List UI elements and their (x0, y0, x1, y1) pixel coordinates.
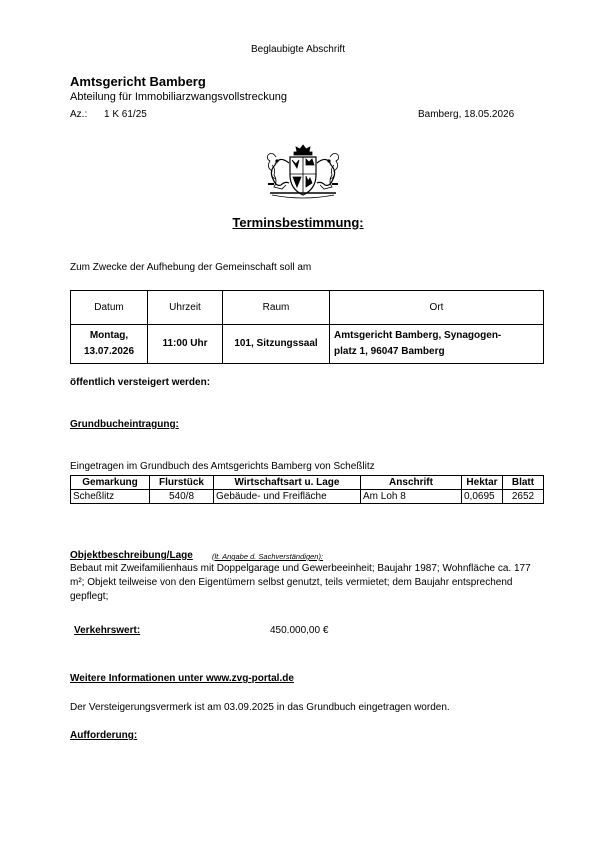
header-flurstueck: Flurstück (150, 476, 214, 490)
header-blatt: Blatt (503, 476, 544, 490)
header-date: Datum (71, 291, 148, 325)
land-register-table (70, 475, 544, 504)
object-description-text: Bebaut mit Zweifamilienhaus mit Doppelgarage und Gewerbeeinheit; Baujahr 1987; Wohnfläche ca. 177 m²; Objekt teilweise von den Eigentümern selbst genutzt, teils vermietet; dem Baujahr entsprechend gepflegt; (70, 563, 531, 602)
header-time: Uhrzeit (148, 291, 223, 325)
appointment-table (70, 290, 544, 364)
market-value-label: Verkehrswert: (74, 625, 141, 636)
cell-gemarkung: Scheßlitz (71, 490, 150, 504)
cell-flurstueck: 540/8 (150, 490, 214, 504)
header-hektar: Hektar (462, 476, 503, 490)
court-name: Amtsgericht Bamberg (70, 74, 206, 89)
appointment-place: Amtsgericht Bamberg, Synagogen- platz 1, 96047 Bamberg (330, 325, 544, 364)
page-title: Terminsbestimmung: (232, 215, 364, 230)
cell-hektar: 0,0695 (462, 490, 503, 504)
bavarian-coat-of-arms-icon (262, 143, 344, 199)
table-row (71, 325, 544, 364)
auction-statement: öffentlich versteigert werden: (70, 377, 211, 388)
court-department: Abteilung für Immobiliarzwangsvollstreckung (70, 91, 288, 103)
cell-wirtschaftsart: Gebäude- und Freifläche (214, 490, 361, 504)
appointment-time: 11:00 Uhr (148, 325, 223, 364)
object-description-note: (lt. Angabe d. Sachverständigen): (212, 552, 324, 561)
header-wirtschaftsart: Wirtschaftsart u. Lage (214, 476, 361, 490)
appointment-date: Montag, 13.07.2026 (71, 325, 148, 364)
object-description-heading: Objektbeschreibung/Lage (70, 550, 193, 561)
register-note: Der Versteigerungsvermerk ist am 03.09.2025 in das Grundbuch eingetragen worden. (70, 702, 450, 713)
request-heading: Aufforderung: (70, 730, 138, 741)
cell-anschrift: Am Loh 8 (361, 490, 462, 504)
table-header-row (71, 291, 544, 325)
cell-blatt: 2652 (503, 490, 544, 504)
header-gemarkung: Gemarkung (71, 476, 150, 490)
place-date: Bamberg, 18.05.2026 (418, 109, 515, 120)
table-row (71, 490, 544, 504)
more-info-link-text: Weitere Informationen unter www.zvg-portal.de (70, 673, 294, 684)
table-header-row (71, 476, 544, 490)
header-room: Raum (223, 291, 330, 325)
document-header-title: Beglaubigte Abschrift (251, 44, 345, 55)
header-place: Ort (330, 291, 544, 325)
land-register-intro: Eingetragen im Grundbuch des Amtsgerichts Bamberg von Scheßlitz (70, 461, 375, 472)
market-value-amount: 450.000,00 € (270, 625, 329, 636)
file-number-value: 1 K 61/25 (104, 109, 147, 120)
header-anschrift: Anschrift (361, 476, 462, 490)
appointment-room: 101, Sitzungssaal (223, 325, 330, 364)
land-register-heading: Grundbucheintragung: (70, 419, 179, 430)
file-number-label: Az.: (70, 109, 88, 120)
intro-text: Zum Zwecke der Aufhebung der Gemeinschaft soll am (70, 262, 312, 273)
